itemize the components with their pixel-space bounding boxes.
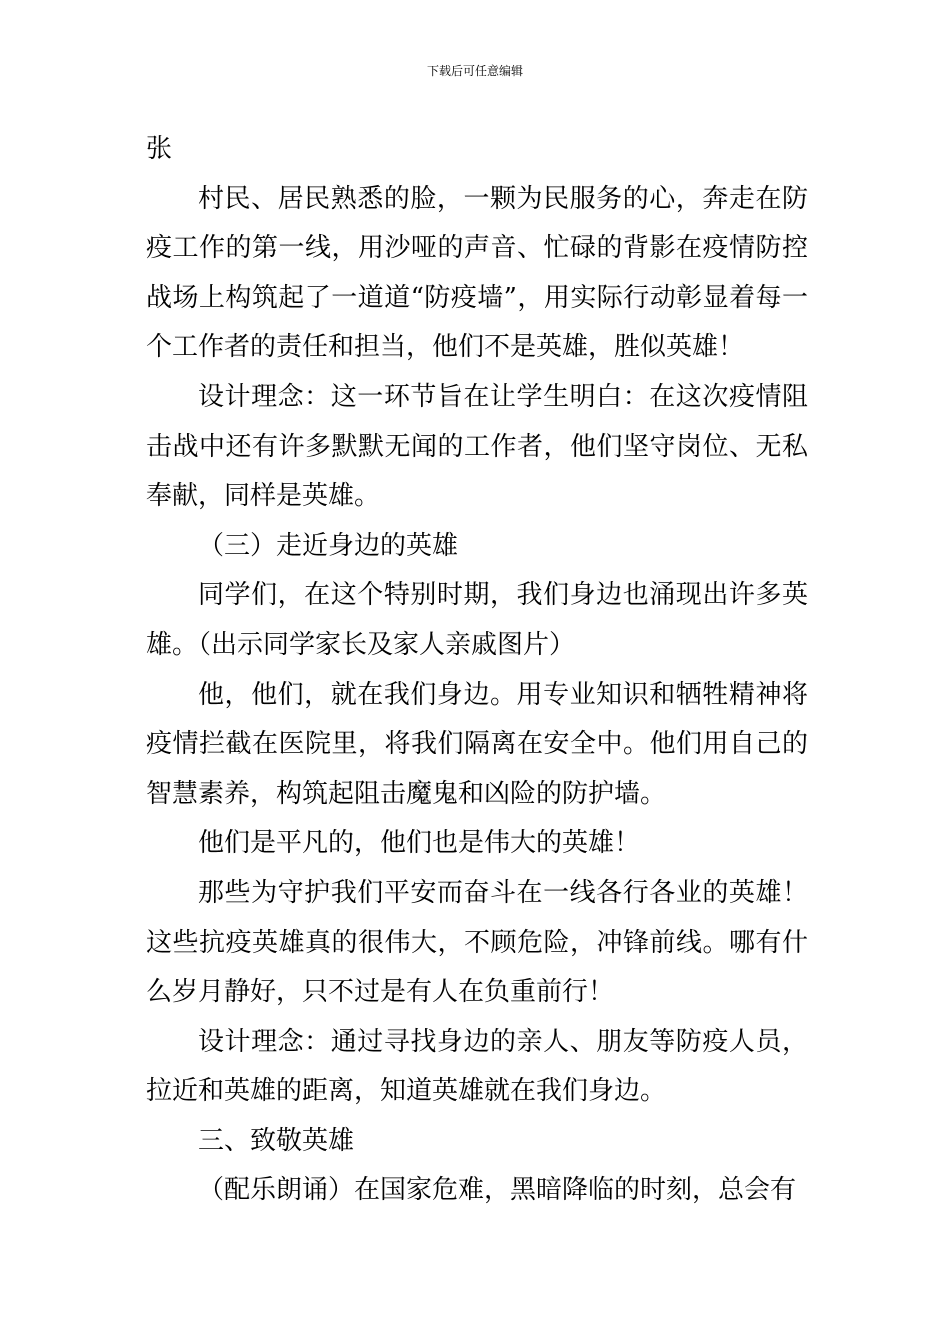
paragraph-ordinary-great: 他们是平凡的，他们也是伟大的英雄！ bbox=[198, 828, 641, 859]
paragraph-frontline-heroes: 那些为守护我们平安而奋斗在一线各行各业的英雄！这些抗疫英雄真的很伟大，不顾危险，冲锋前线。哪有什么岁月静好，只不过是有人在负重前行！ bbox=[146, 877, 808, 1008]
paragraph-village-workers: 村民、居民熟悉的脸，一颗为民服务的心，奔走在防疫工作的第一线，用沙哑的声音、忙碌的背影在疫情防控战场上构筑起了一道道“防疫墙”，用实际行动彰显着每一个工作者的责任和担当，他们不是英雄，胜似英雄！ bbox=[146, 183, 808, 363]
section-heading-nearby-heroes: （三）走近身边的英雄 bbox=[198, 530, 459, 561]
paragraph-design-note-2: 设计理念：通过寻找身边的亲人、朋友等防疫人员，拉近和英雄的距离，知道英雄就在我们身边。 bbox=[146, 1026, 808, 1107]
paragraph-beside-us: 他，他们，就在我们身边。用专业知识和牺牲精神将疫情拦截在医院里，将我们隔离在安全中。他们用自己的智慧素养，构筑起阻击魔鬼和凶险的防护墙。 bbox=[146, 679, 808, 809]
paragraph-continuation: 张 bbox=[146, 134, 173, 164]
paragraph-recitation: （配乐朗诵）在国家危难，黑暗降临的时刻，总会有 bbox=[198, 1175, 797, 1206]
paragraph-design-note-1: 设计理念：这一环节旨在让学生明白：在这次疫情阻击战中还有许多默默无闻的工作者，他们坚守岗位、无私奉献，同样是英雄。 bbox=[146, 381, 808, 512]
paragraph-classmates: 同学们，在这个特别时期，我们身边也涌现出许多英雄。（出示同学家长及家人亲戚图片） bbox=[146, 580, 808, 660]
page-header: 下载后可任意编辑 bbox=[426, 64, 523, 78]
section-heading-salute-heroes: 三、致敬英雄 bbox=[198, 1125, 355, 1156]
document-body bbox=[146, 125, 808, 1216]
